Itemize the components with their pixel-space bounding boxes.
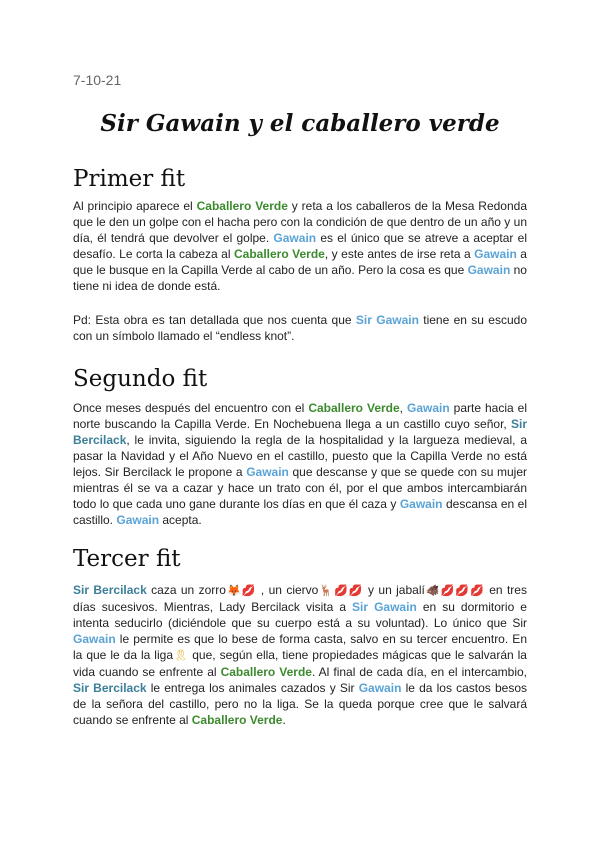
fox-kiss-icon: 🦊💋 (225, 584, 257, 597)
text-run: Once meses después del encuentro con el (73, 401, 309, 415)
text-run: es el único que se atreve a aceptar el desafío. Le corta la cabeza al (73, 231, 527, 261)
text-run: tiene en su escudo con un símbolo llamado el “endless knot”. (73, 313, 528, 343)
name-gawain: Gawain (399, 497, 443, 511)
name-gawain: Gawain (406, 401, 450, 415)
name-sir-bercilack: Sir Bercilack (73, 417, 527, 447)
text-run: , y este antes de irse reta a (324, 247, 475, 261)
text-run: descansa en el castillo. (73, 497, 527, 527)
name-sir-bercilack: Sir Bercilack (73, 681, 147, 695)
section-heading-segundo-fit: Segundo fit (73, 366, 208, 392)
text-run: en tres días sucesivos. Mientras, Lady Bercilack visita a (73, 583, 527, 614)
name-caballero-verde: Caballero Verde (234, 247, 325, 261)
name-gawain: Gawain (246, 465, 289, 479)
text-run: , (399, 401, 407, 415)
text-run: parte hacia el norte buscando la Capilla Verde. En Nochebuena llega a un castillo cuyo señor, (73, 401, 527, 431)
name-sir-gawain: Sir Gawain (352, 600, 417, 614)
boar-kiss-icon: 🐗💋💋💋 (424, 584, 485, 597)
text-run: , un ciervo (256, 583, 319, 597)
paragraph-tercer-fit (73, 582, 527, 728)
text-run: , le invita, siguiendo la regla de la hospitalidad y la largueza medieval, a pasar la Navidad y el Año Nuevo en el castillo, puesto que la Capilla Verde no está lejos. Sir Bercilack le propone a (73, 433, 527, 479)
text-run: le permite es que lo bese de forma casta, salvo en su tercer encuentro. En la que le da la liga (73, 632, 527, 662)
text-run: caza un zorro (146, 583, 226, 597)
name-gawain: Gawain (474, 247, 517, 261)
text-run: le entrega los animales cazados y Sir (146, 681, 359, 695)
name-gawain: Gawain (73, 632, 116, 646)
section-heading-tercer-fit: Tercer fit (73, 546, 181, 572)
text-run: a que le busque en la Capilla Verde al cabo de un año. Pero la cosa es que (73, 247, 527, 277)
text-run: . Al final de cada día, en el intercambio, (311, 665, 527, 679)
paragraph-segundo-fit (73, 400, 527, 528)
text-run: y un jabalí (363, 583, 425, 597)
text-run: Pd: Esta obra es tan detallada que nos cuenta que (73, 313, 356, 327)
section-heading-primer-fit: Primer fit (73, 166, 186, 192)
text-run: que, según ella, tiene propiedades mágicas que le salvarán la vida cuando se enfrente al (73, 648, 527, 679)
name-sir-bercilack: Sir Bercilack (73, 583, 147, 597)
text-run: en su dormitorio e intenta seducirlo (diciéndole que su cuerpo está a su voluntad). Lo único que Sir (73, 600, 527, 630)
document-title: Sir Gawain y el caballero verde (100, 110, 500, 137)
text-run: no tiene ni idea de donde está. (73, 263, 527, 293)
name-caballero-verde: Caballero Verde (191, 713, 283, 727)
paragraph-primer-fit (73, 198, 527, 294)
text-run: acepta. (159, 513, 202, 527)
name-gawain: Gawain (273, 231, 317, 245)
text-run: . (282, 713, 286, 727)
deer-kiss-icon: 🦌💋💋 (318, 584, 364, 597)
paragraph-pd-note (73, 312, 527, 344)
name-gawain: Gawain (467, 263, 511, 277)
name-gawain: Gawain (358, 681, 402, 695)
name-sir-gawain: Sir Gawain (355, 313, 419, 327)
name-caballero-verde: Caballero Verde (220, 665, 312, 679)
date-label: 7-10-21 (73, 72, 122, 88)
text-run: le da los castos besos de la señora del castillo, pero no la liga. Se la queda porque cree que le salvará cuando se enfrente al (73, 681, 528, 727)
name-gawain: Gawain (116, 513, 160, 527)
text-run: Al principio aparece el (73, 199, 197, 213)
text-run: que descanse y que se quede con su mujer mientras él se va a cazar y hace un trato con él, por el que ambos intercambiarán todo lo que cada uno gane durante los días en que él caza y (73, 465, 527, 511)
name-caballero-verde: Caballero Verde (196, 199, 288, 213)
text-run: y reta a los caballeros de la Mesa Redonda que le den un golpe con el hacha pero con la condición de que dentro de un año y un día, él tendrá que devolver el golpe. (73, 199, 527, 245)
name-caballero-verde: Caballero Verde (308, 401, 400, 415)
ribbon-icon: 🎗 (173, 649, 189, 662)
